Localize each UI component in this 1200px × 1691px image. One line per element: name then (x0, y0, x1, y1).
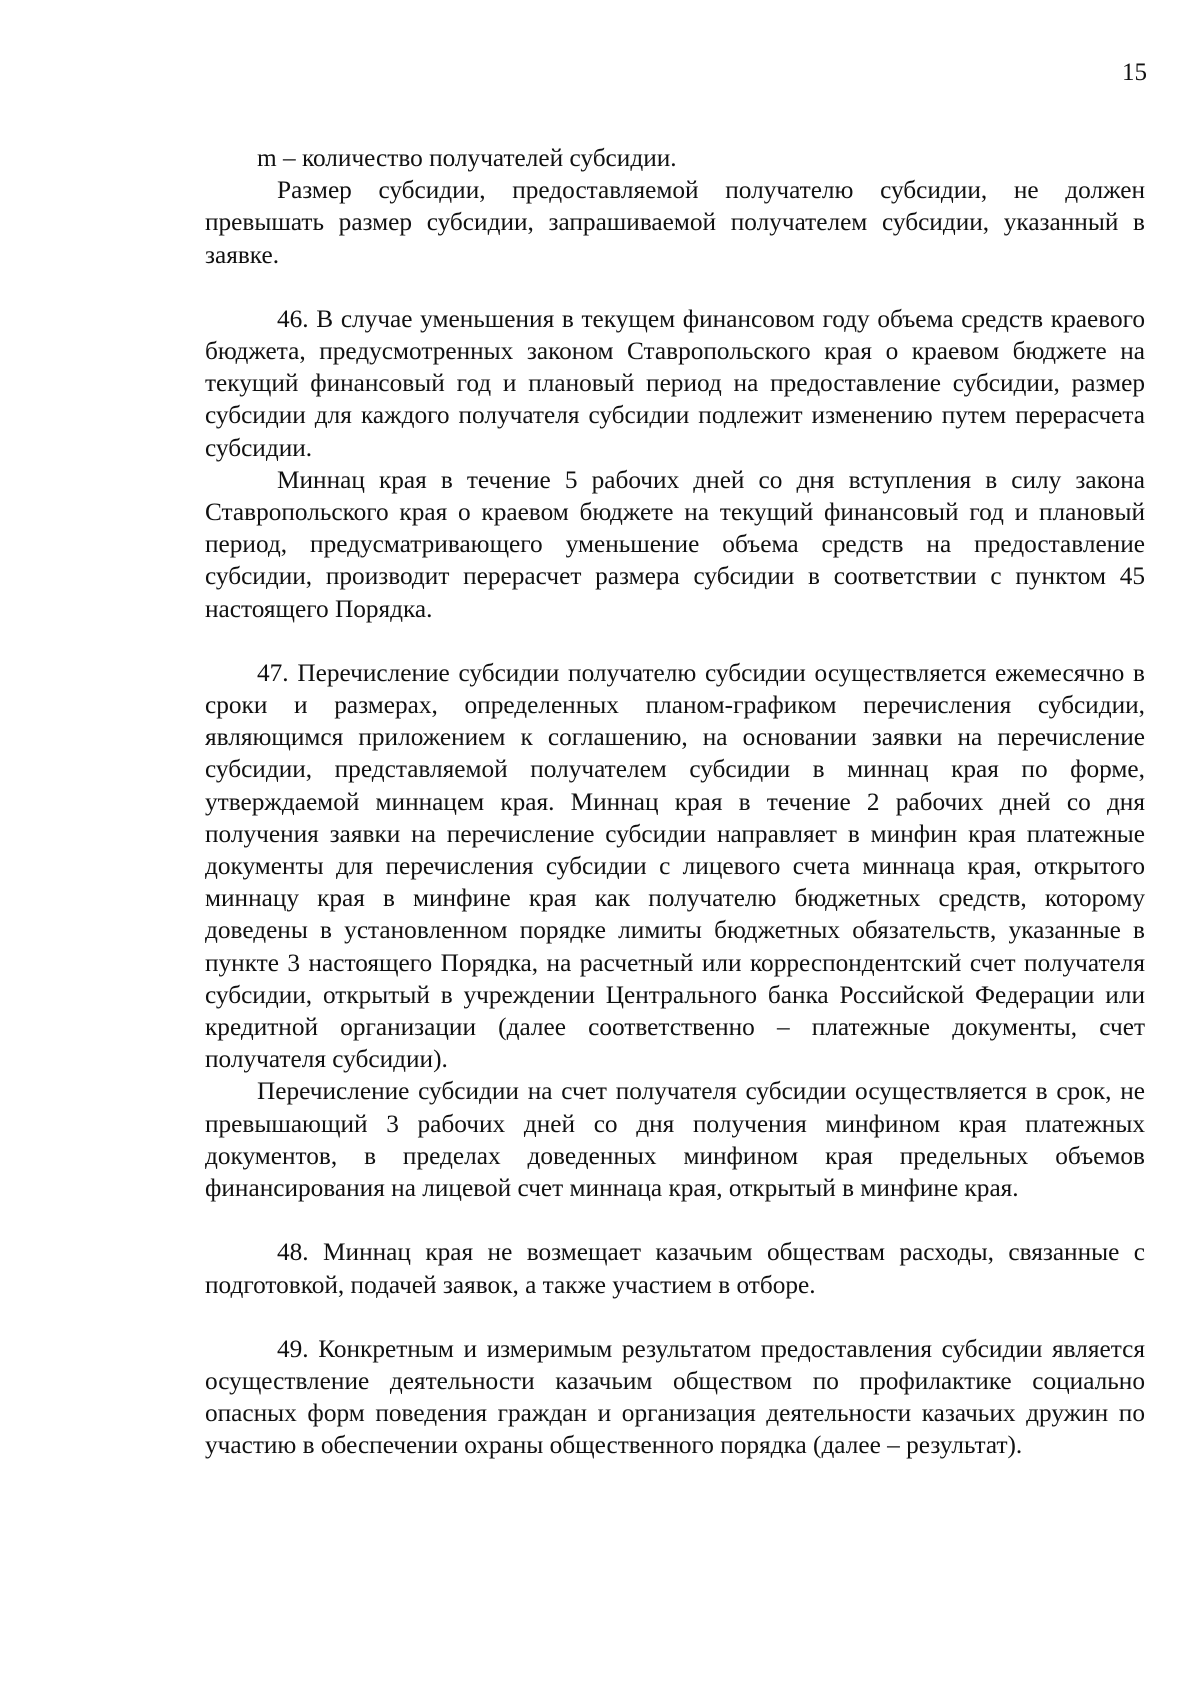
paragraph-m-definition: m – количество получателей субсидии. (257, 144, 677, 172)
paragraph-clause-48: 48. Миннац края не возмещает казачьим обществам расходы, связанные с подготовкой, подачей заявок, а также участием в отборе. (205, 1238, 1145, 1299)
paragraph-clause-46-recalc: Миннац края в течение 5 рабочих дней со дня вступления в силу закона Ставропольского края о краевом бюджете на текущий финансовый год и плановый период, предусматривающего уменьшение объема средств на предоставление субсидии, производит перерасчет размера субсидии в соответствии с пунктом 45 настоящего Порядка. (205, 465, 1145, 623)
paragraph-clause-49: 49. Конкретным и измеримым результатом предоставления субсидии является осуществление деятельности казачьим обществом по профилактике социально опасных форм поведения граждан и организация деятельности казачьих дружин по участию в обеспечении охраны общественного порядка (далее – результат). (205, 1334, 1145, 1460)
page-number: 15 (1122, 59, 1147, 86)
paragraph-clause-46: 46. В случае уменьшения в текущем финансовом году объема средств краевого бюджета, предусмотренных законом Ставропольского края о краевом бюджете на текущий финансовый год и плановый период на предоставление субсидии, размер субсидии для каждого получателя субсидии подлежит изменению путем перерасчета субсидии. (205, 304, 1145, 462)
paragraph-clause-47-transfer: Перечисление субсидии на счет получателя субсидии осуществляется в срок, не превышающий 3 рабочих дней со дня получения минфином края платежных документов, в пределах доведенных минфином края предельных объемов финансирования на лицевой счет миннаца края, открытый в минфине края. (205, 1077, 1145, 1203)
document-body (205, 142, 1145, 1462)
paragraph-subsidy-limit: Размер субсидии, предоставляемой получателю субсидии, не должен превышать размер субсидии, запрашиваемой получателем субсидии, указанный в заявке. (205, 176, 1145, 269)
paragraph-clause-47: 47. Перечисление субсидии получателю субсидии осуществляется ежемесячно в сроки и размерах, определенных планом-графиком перечисления субсидии, являющимся приложением к соглашению, на основании заявки на перечисление субсидии, представляемой получателем субсидии в миннац края по форме, утверждаемой миннацем края. Миннац края в течение 2 рабочих дней со дня получения заявки на перечисление субсидии направляет в минфин края платежные документы для перечисления субсидии с лицевого счета миннаца края, открытого миннацу края в минфине края как получателю бюджетных средств, которому доведены в установленном порядке лимиты бюджетных обязательств, указанные в пункте 3 настоящего Порядка, на расчетный или корреспондентский счет получателя субсидии, открытый в учреждении Центрального банка Российской Федерации или кредитной организации (далее соответственно – платежные документы, счет получателя субсидии). (205, 658, 1145, 1074)
